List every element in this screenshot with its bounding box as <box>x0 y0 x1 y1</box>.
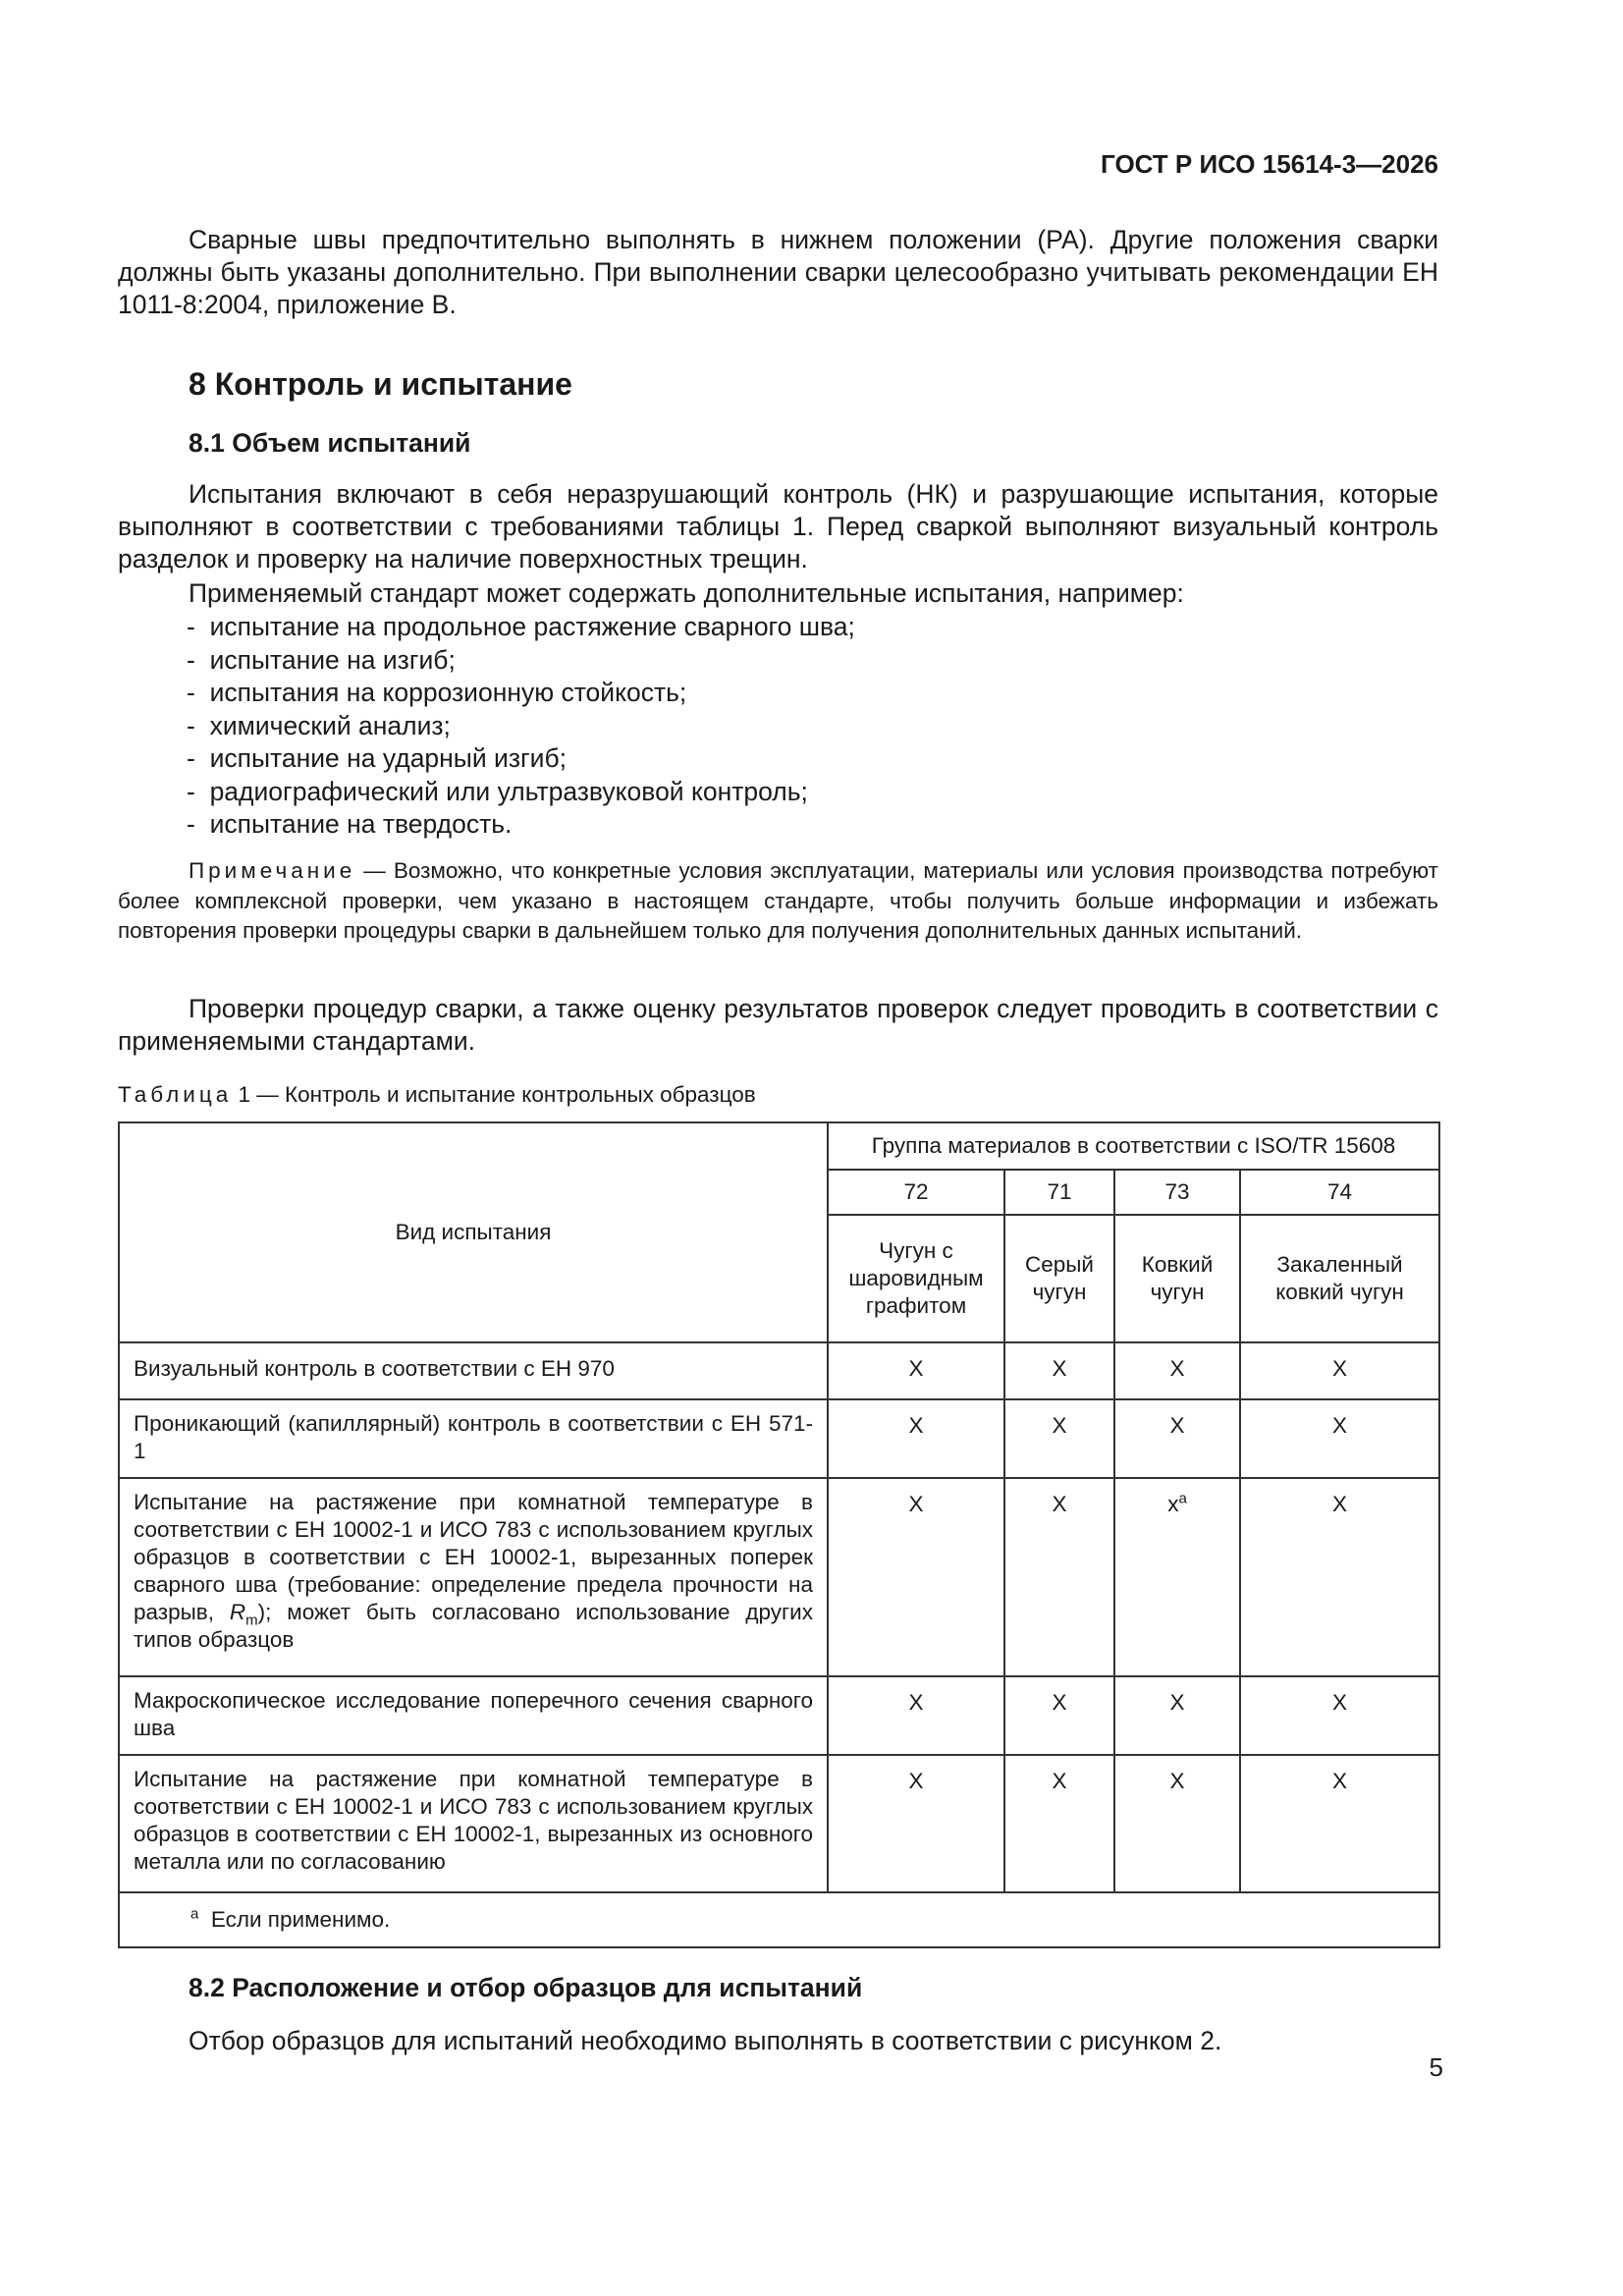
mark-cell: X <box>1240 1478 1439 1676</box>
mark-cell: X <box>1114 1755 1240 1892</box>
note-text: — Возможно, что конкретные условия эксплуатации, материалы или условия производства потребуют более комплексной проверки, чем указано в настоящем стандарте, чтобы получить больше информации и избежать повторения проверки процедуры сварки в дальнейшем только для получения дополнительных данных испытаний. <box>118 858 1438 943</box>
mark-cell: X <box>828 1755 1004 1892</box>
test-description-part: ); может быть согласовано использование других типов образцов <box>134 1600 813 1652</box>
note-paragraph <box>118 856 1438 947</box>
section-8-1-title: 8.1 Объем испытаний <box>189 428 471 458</box>
mark-cell: X <box>1004 1399 1114 1478</box>
table-row <box>119 1676 1439 1755</box>
table-row <box>119 1399 1439 1478</box>
mark-cell: X <box>828 1399 1004 1478</box>
table-footnote <box>119 1892 1439 1947</box>
list-item: - химический анализ; <box>187 710 855 743</box>
test-description: Проникающий (капиллярный) контроль в соответствии с ЕН 571-1 <box>119 1399 828 1478</box>
test-description: Визуальный контроль в соответствии с ЕН 970 <box>119 1342 828 1399</box>
list-item: - испытание на продольное растяжение сварного шва; <box>187 611 855 644</box>
table-caption-text: 1 — Контроль и испытание контрольных образцов <box>232 1082 756 1107</box>
material-name-cell: Закаленный ковкий чугун <box>1240 1215 1439 1342</box>
table-row <box>119 1755 1439 1892</box>
material-name-cell: Ковкий чугун <box>1114 1215 1240 1342</box>
table-caption-label: Таблица <box>118 1082 233 1107</box>
footnote-marker: a <box>190 1905 199 1923</box>
section-8-1-closing: Проверки процедур сварки, а также оценку результатов проверок следует проводить в соответствии с применяемыми стандартами. <box>118 994 1438 1056</box>
table-header-row <box>119 1122 1439 1170</box>
test-description: Макроскопическое исследование поперечного сечения сварного шва <box>119 1676 828 1755</box>
table-row <box>119 1342 1439 1399</box>
material-name-cell: Чугун с шаровидным графитом <box>828 1215 1004 1342</box>
mark-cell: X <box>1240 1342 1439 1399</box>
footnote-reference: a <box>1178 1490 1187 1507</box>
tensile-strength-subscript: m <box>245 1612 258 1629</box>
test-type-header: Вид испытания <box>119 1122 828 1342</box>
group-code-cell: 71 <box>1004 1170 1114 1215</box>
mark-cell: X <box>1114 1342 1240 1399</box>
test-description: Испытание на растяжение при комнатной температуре в соответствии с ЕН 10002-1 и ИСО 783 с использованием круглых образцов в соответствии с ЕН 10002-1, вырезанных из основного металла или по согласованию <box>119 1755 828 1892</box>
table-caption <box>118 1082 756 1108</box>
mark-cell: X <box>828 1342 1004 1399</box>
material-group-header: Группа материалов в соответствии с ISO/TR 15608 <box>828 1122 1439 1170</box>
section-8-title: 8 Контроль и испытание <box>189 366 572 402</box>
mark-cell: X <box>1240 1399 1439 1478</box>
list-item: - испытание на твердость. <box>187 808 855 842</box>
tensile-strength-symbol: R <box>229 1600 246 1624</box>
mark-cell: X <box>1004 1676 1114 1755</box>
mark-cell: X <box>828 1478 1004 1676</box>
list-item: - испытания на коррозионную стойкость; <box>187 677 855 710</box>
document-code: ГОСТ Р ИСО 15614-3—2026 <box>1101 149 1438 179</box>
intro-paragraph: Сварные швы предпочтительно выполнять в нижнем положении (РА). Другие положения сварки должны быть указаны дополнительно. При выполнении сварки целесообразно учитывать рекомендации ЕН 1011-8:2004, приложение В. <box>118 225 1438 319</box>
mark-cell: X <box>1004 1342 1114 1399</box>
list-item: - радиографический или ультразвуковой контроль; <box>187 776 855 809</box>
section-8-1-paragraph: Испытания включают в себя неразрушающий контроль (НК) и разрушающие испытания, которые выполняют в соответствии с требованиями таблицы 1. Перед сваркой выполняют визуальный контроль разделок и проверку на наличие поверхностных трещин. <box>118 479 1438 574</box>
test-description <box>119 1478 828 1676</box>
group-code-cell: 73 <box>1114 1170 1240 1215</box>
mark-value: x <box>1167 1492 1179 1516</box>
footnote-text: Если применимо. <box>210 1907 391 1932</box>
list-item: - испытание на изгиб; <box>187 644 855 678</box>
table-footnote-row <box>119 1892 1439 1947</box>
group-code-cell: 74 <box>1240 1170 1439 1215</box>
test-description-part: Испытание на растяжение при комнатной температуре в соответствии с ЕН 10002-1 и ИСО 783 с использованием круглых образцов в соответствии с ЕН 10002-1, вырезанных поперек сварного шва (требование: определение предела прочности на разрыв, <box>134 1490 813 1624</box>
list-item: - испытание на ударный изгиб; <box>187 742 855 776</box>
inspection-table <box>118 1121 1440 1948</box>
note-label: Примечание <box>189 858 356 883</box>
table-row <box>119 1478 1439 1676</box>
material-name-cell: Серый чугун <box>1004 1215 1114 1342</box>
mark-cell: X <box>1004 1755 1114 1892</box>
mark-cell: X <box>1114 1676 1240 1755</box>
mark-cell <box>1114 1478 1240 1676</box>
section-8-2-title: 8.2 Расположение и отбор образцов для испытаний <box>189 1973 863 2002</box>
mark-cell: X <box>1004 1478 1114 1676</box>
page-number: 5 <box>1429 2052 1443 2082</box>
mark-cell: X <box>1240 1676 1439 1755</box>
additional-tests-intro: Применяемый стандарт может содержать дополнительные испытания, например: <box>189 578 1184 608</box>
group-code-cell: 72 <box>828 1170 1004 1215</box>
section-8-2-paragraph: Отбор образцов для испытаний необходимо выполнять в соответствии с рисунком 2. <box>189 2026 1222 2055</box>
additional-tests-list <box>187 611 855 842</box>
mark-cell: X <box>1114 1399 1240 1478</box>
mark-cell: X <box>828 1676 1004 1755</box>
mark-cell: X <box>1240 1755 1439 1892</box>
